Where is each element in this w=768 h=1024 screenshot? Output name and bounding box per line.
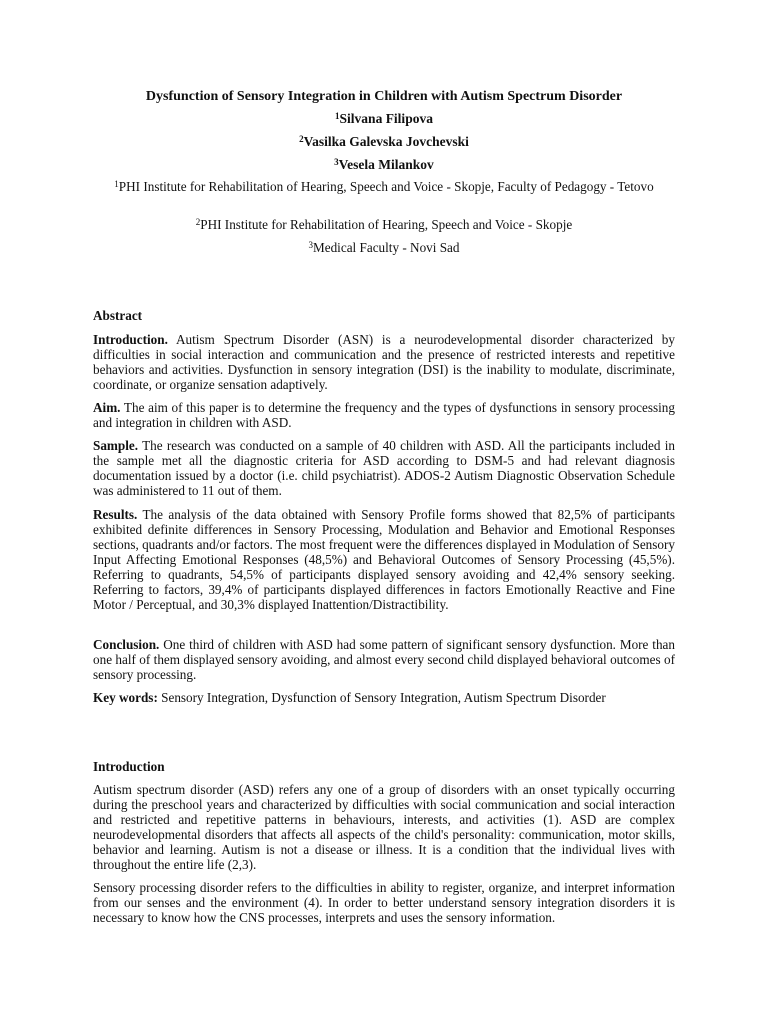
abstract-keywords-text: Sensory Integration, Dysfunction of Sensory Integration, Autism Spectrum Disorder	[157, 690, 606, 705]
author-1-sup: 1	[335, 111, 340, 121]
abstract-sample-label: Sample.	[93, 438, 139, 453]
affiliation-1-text: PHI Institute for Rehabilitation of Hearing, Speech and Voice - Skopje, Faculty of Pedagogy - Tetovo	[118, 179, 654, 194]
abstract-aim-text: The aim of this paper is to determine the frequency and the types of dysfunctions in sensory processing and integration in children with ASD.	[93, 400, 675, 430]
affiliation-1	[110, 179, 658, 195]
affiliation-2	[110, 217, 658, 233]
abstract-aim-label: Aim.	[93, 400, 121, 415]
abstract-results-text: The analysis of the data obtained with Sensory Profile forms showed that 82,5% of participants exhibited definite differences in Sensory Processing, Modulation and Behavior and Emotional Responses sections, quadrants and/or factors. The most frequent were the differences displayed in Modulation of Sensory Input Affecting Emotional Responses (48,5%) and Behavioral Outcomes of Sensory Processing (45,5%). Referring to quadrants, 54,5% of participants displayed sensory avoiding and 42,4% sensory seeking. Referring to factors, 39,4% of participants displayed differences in factors Emotionally Reactive and Fine Motor / Perceptual, and 30,3% displayed Inattention/Distractibility.	[93, 507, 675, 612]
abstract-sample	[93, 438, 675, 498]
abstract-conclusion	[93, 637, 675, 682]
affiliation-3-sup: 3	[308, 240, 313, 250]
affiliation-2-text: PHI Institute for Rehabilitation of Hearing, Speech and Voice - Skopje	[200, 217, 573, 232]
abstract-introduction-text: Autism Spectrum Disorder (ASN) is a neurodevelopmental disorder characterized by difficulties in social interaction and communication and the presence of restricted interests and repetitive behaviors and activities. Dysfunction in sensory integration (DSI) is the inability to modulate, discriminate, coordinate, or organize sensation adaptively.	[93, 332, 675, 392]
author-2-name: Vasilka Galevska Jovchevski	[303, 134, 469, 149]
introduction-paragraph-1: Autism spectrum disorder (ASD) refers any one of a group of disorders with an onset typically occurring during the preschool years and characterized by difficulties with social communication and social interaction and restricted and repetitive patterns in behaviours, interests, and activities (1). ASD are complex neurodevelopmental disorders that affects all aspects of the child's personality: communication, motor skills, behavior and learning. Autism is not a disease or illness. It is a condition that the individual lives with throughout the entire life (2,3).	[93, 782, 675, 872]
abstract-introduction-label: Introduction.	[93, 332, 168, 347]
author-2-sup: 2	[299, 134, 304, 144]
abstract-results-label: Results.	[93, 507, 138, 522]
affiliation-1-sup: 1	[114, 179, 119, 189]
affiliation-3	[110, 240, 658, 256]
affiliation-2-sup: 2	[195, 217, 201, 227]
author-1	[0, 110, 768, 127]
abstract-keywords	[93, 690, 675, 705]
author-1-name: Silvana Filipova	[339, 111, 433, 126]
abstract-introduction	[93, 332, 675, 392]
introduction-heading-text: Introduction	[93, 759, 165, 774]
paper-title: Dysfunction of Sensory Integration in Children with Autism Spectrum Disorder	[145, 89, 623, 104]
author-3	[0, 156, 768, 173]
abstract-results	[93, 507, 675, 612]
abstract-conclusion-label: Conclusion.	[93, 637, 160, 652]
introduction-heading	[93, 759, 675, 774]
author-2	[0, 133, 768, 150]
abstract-sample-text: The research was conducted on a sample of 40 children with ASD. All the participants included in the sample met all the diagnostic criteria for ASD according to DSM-5 and had relevant diagnosis documentation issued by a doctor (i.e. child psychiatrist). ADOS-2 Autism Diagnostic Observation Schedule was administered to 11 out of them.	[93, 438, 675, 498]
abstract-aim	[93, 400, 675, 430]
abstract-heading-text: Abstract	[93, 308, 143, 323]
abstract-conclusion-text: One third of children with ASD had some pattern of significant sensory dysfunction. More than one half of them displayed sensory avoiding, and almost every second child displayed behavioral outcomes of sensory processing.	[93, 637, 675, 682]
abstract-keywords-label: Key words:	[93, 690, 158, 705]
affiliation-3-text: Medical Faculty - Novi Sad	[313, 240, 460, 255]
introduction-paragraph-2: Sensory processing disorder refers to the difficulties in ability to register, organize, and interpret information from our senses and the environment (4). In order to better understand sensory integration disorders it is necessary to know how the CNS processes, interprets and uses the sensory information.	[93, 880, 675, 925]
abstract-heading	[93, 308, 675, 323]
author-3-sup: 3	[334, 157, 339, 167]
author-3-name: Vesela Milankov	[338, 157, 434, 172]
